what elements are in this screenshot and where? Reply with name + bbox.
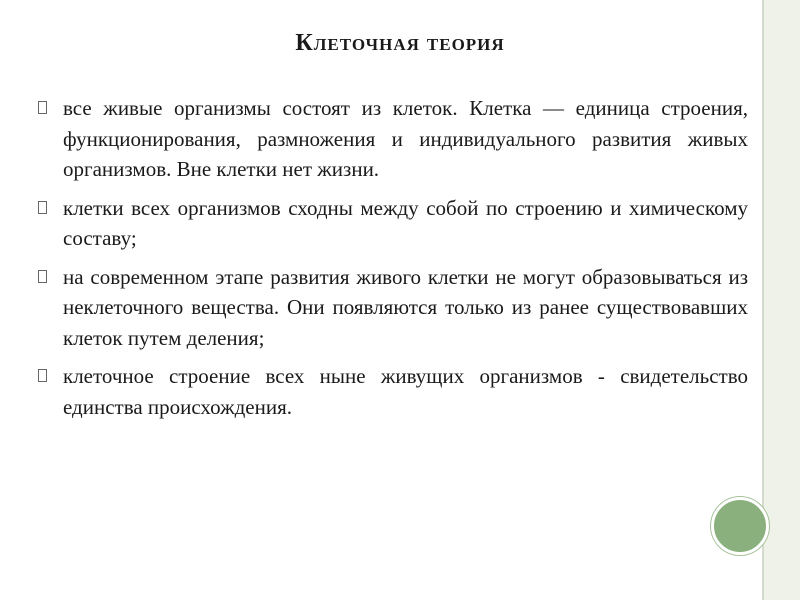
arrow-square-bullet-icon — [38, 101, 47, 114]
bullet-item — [38, 361, 748, 422]
arrow-square-bullet-icon — [38, 369, 47, 382]
bullet-item — [38, 193, 748, 254]
bullet-text: на современном этапе развития живого клетки не могут образовываться из неклеточного вещества. Они появляются только из ранее существовавших клеток путем деления; — [63, 264, 748, 350]
bullet-text: клетки всех организмов сходны между собой по строению и химическому составу; — [63, 195, 748, 250]
arrow-square-bullet-icon — [38, 270, 47, 283]
arrow-square-bullet-icon — [38, 201, 47, 214]
bullet-item — [38, 93, 748, 185]
bullet-item — [38, 262, 748, 354]
bullet-list — [38, 93, 748, 430]
bullet-text: клеточное строение всех ныне живущих организмов - свидетельство единства происхождения. — [63, 364, 748, 419]
slide-title: Клеточная теория — [295, 30, 505, 56]
decorative-circle — [711, 497, 769, 555]
bullet-text: все живые организмы состоят из клеток. Клетка — единица строения, функционирования, размножения и индивидуального развития живых организмов. Вне клетки нет жизни. — [63, 96, 748, 181]
decorative-sidebar — [764, 0, 800, 600]
